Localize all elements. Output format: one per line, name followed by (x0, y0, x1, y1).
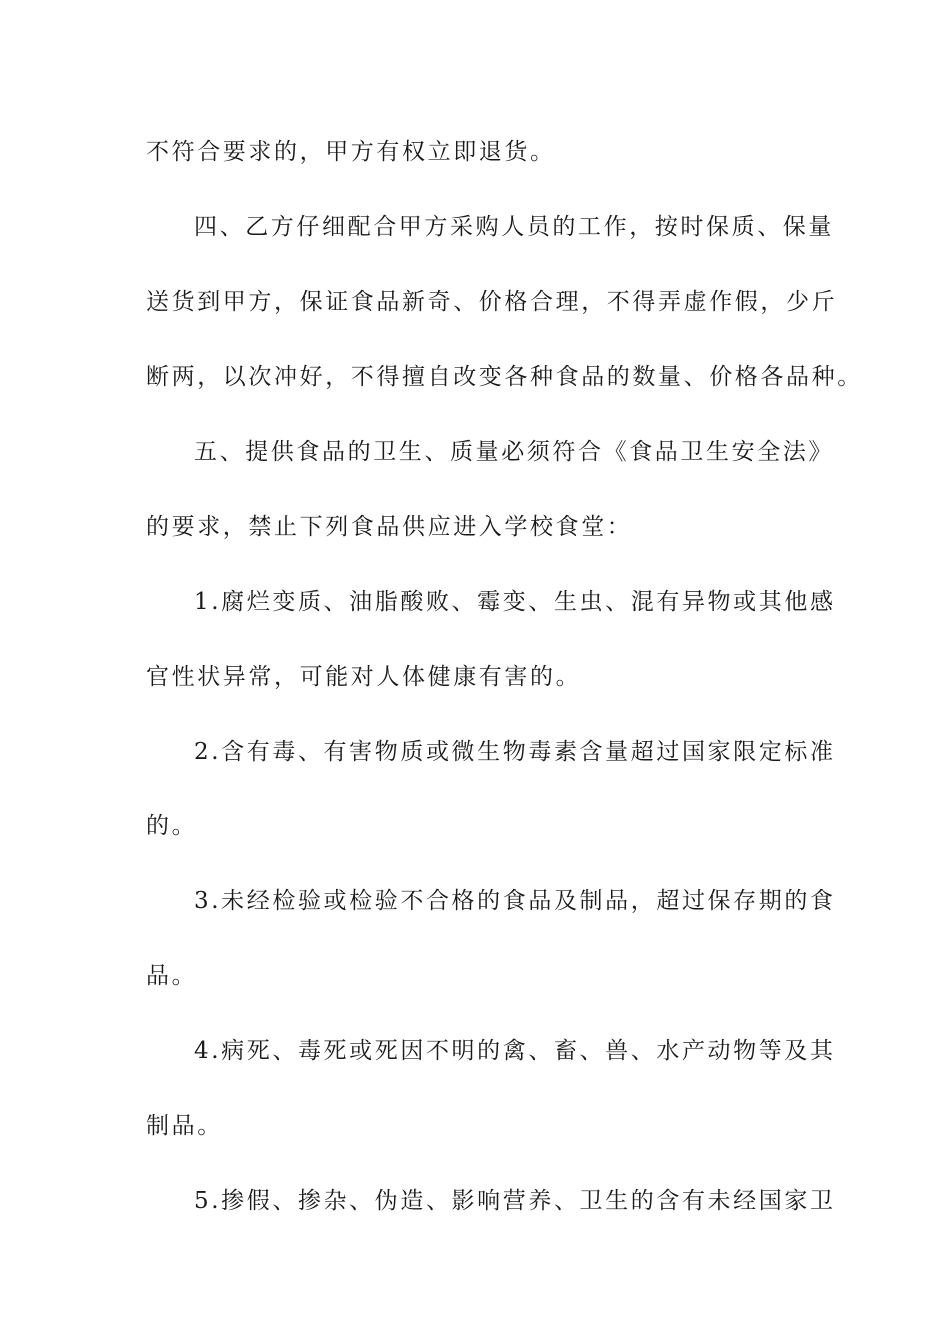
item-1-line-1: 1.腐烂变质、油脂酸败、霉变、生虫、混有异物或其他感 (194, 589, 836, 615)
paragraph-4-line-2: 送货到甲方，保证食品新奇、价格合理，不得弄虚作假，少斤 (146, 289, 838, 315)
paragraph-4-line-1: 四、乙方仔细配合甲方采购人员的工作，按时保质、保量 (194, 214, 834, 240)
paragraph-5-line-2: 的要求，禁止下列食品供应进入学校食堂： (146, 514, 633, 540)
paragraph-4-line-3: 断两，以次冲好，不得擅自改变各种食品的数量、价格各品种。 (146, 364, 863, 390)
item-2-line-1: 2.含有毒、有害物质或微生物毒素含量超过国家限定标准 (194, 739, 836, 765)
item-3-line-2: 品。 (146, 963, 198, 989)
item-3-line-1: 3.未经检验或检验不合格的食品及制品，超过保存期的食 (194, 888, 836, 914)
item-4-line-2: 制品。 (146, 1113, 223, 1139)
paragraph-5-line-1: 五、提供食品的卫生、质量必须符合《食品卫生安全法》 (194, 439, 834, 465)
item-4-line-1: 4.病死、毒死或死因不明的禽、畜、兽、水产动物等及其 (194, 1038, 836, 1064)
text-line-1: 不符合要求的，甲方有权立即退货。 (146, 139, 556, 165)
item-5-line-1: 5.掺假、掺杂、伪造、影响营养、卫生的含有未经国家卫 (194, 1188, 836, 1214)
item-1-line-2: 官性状异常，可能对人体健康有害的。 (146, 664, 582, 690)
item-2-line-2: 的。 (146, 813, 198, 839)
